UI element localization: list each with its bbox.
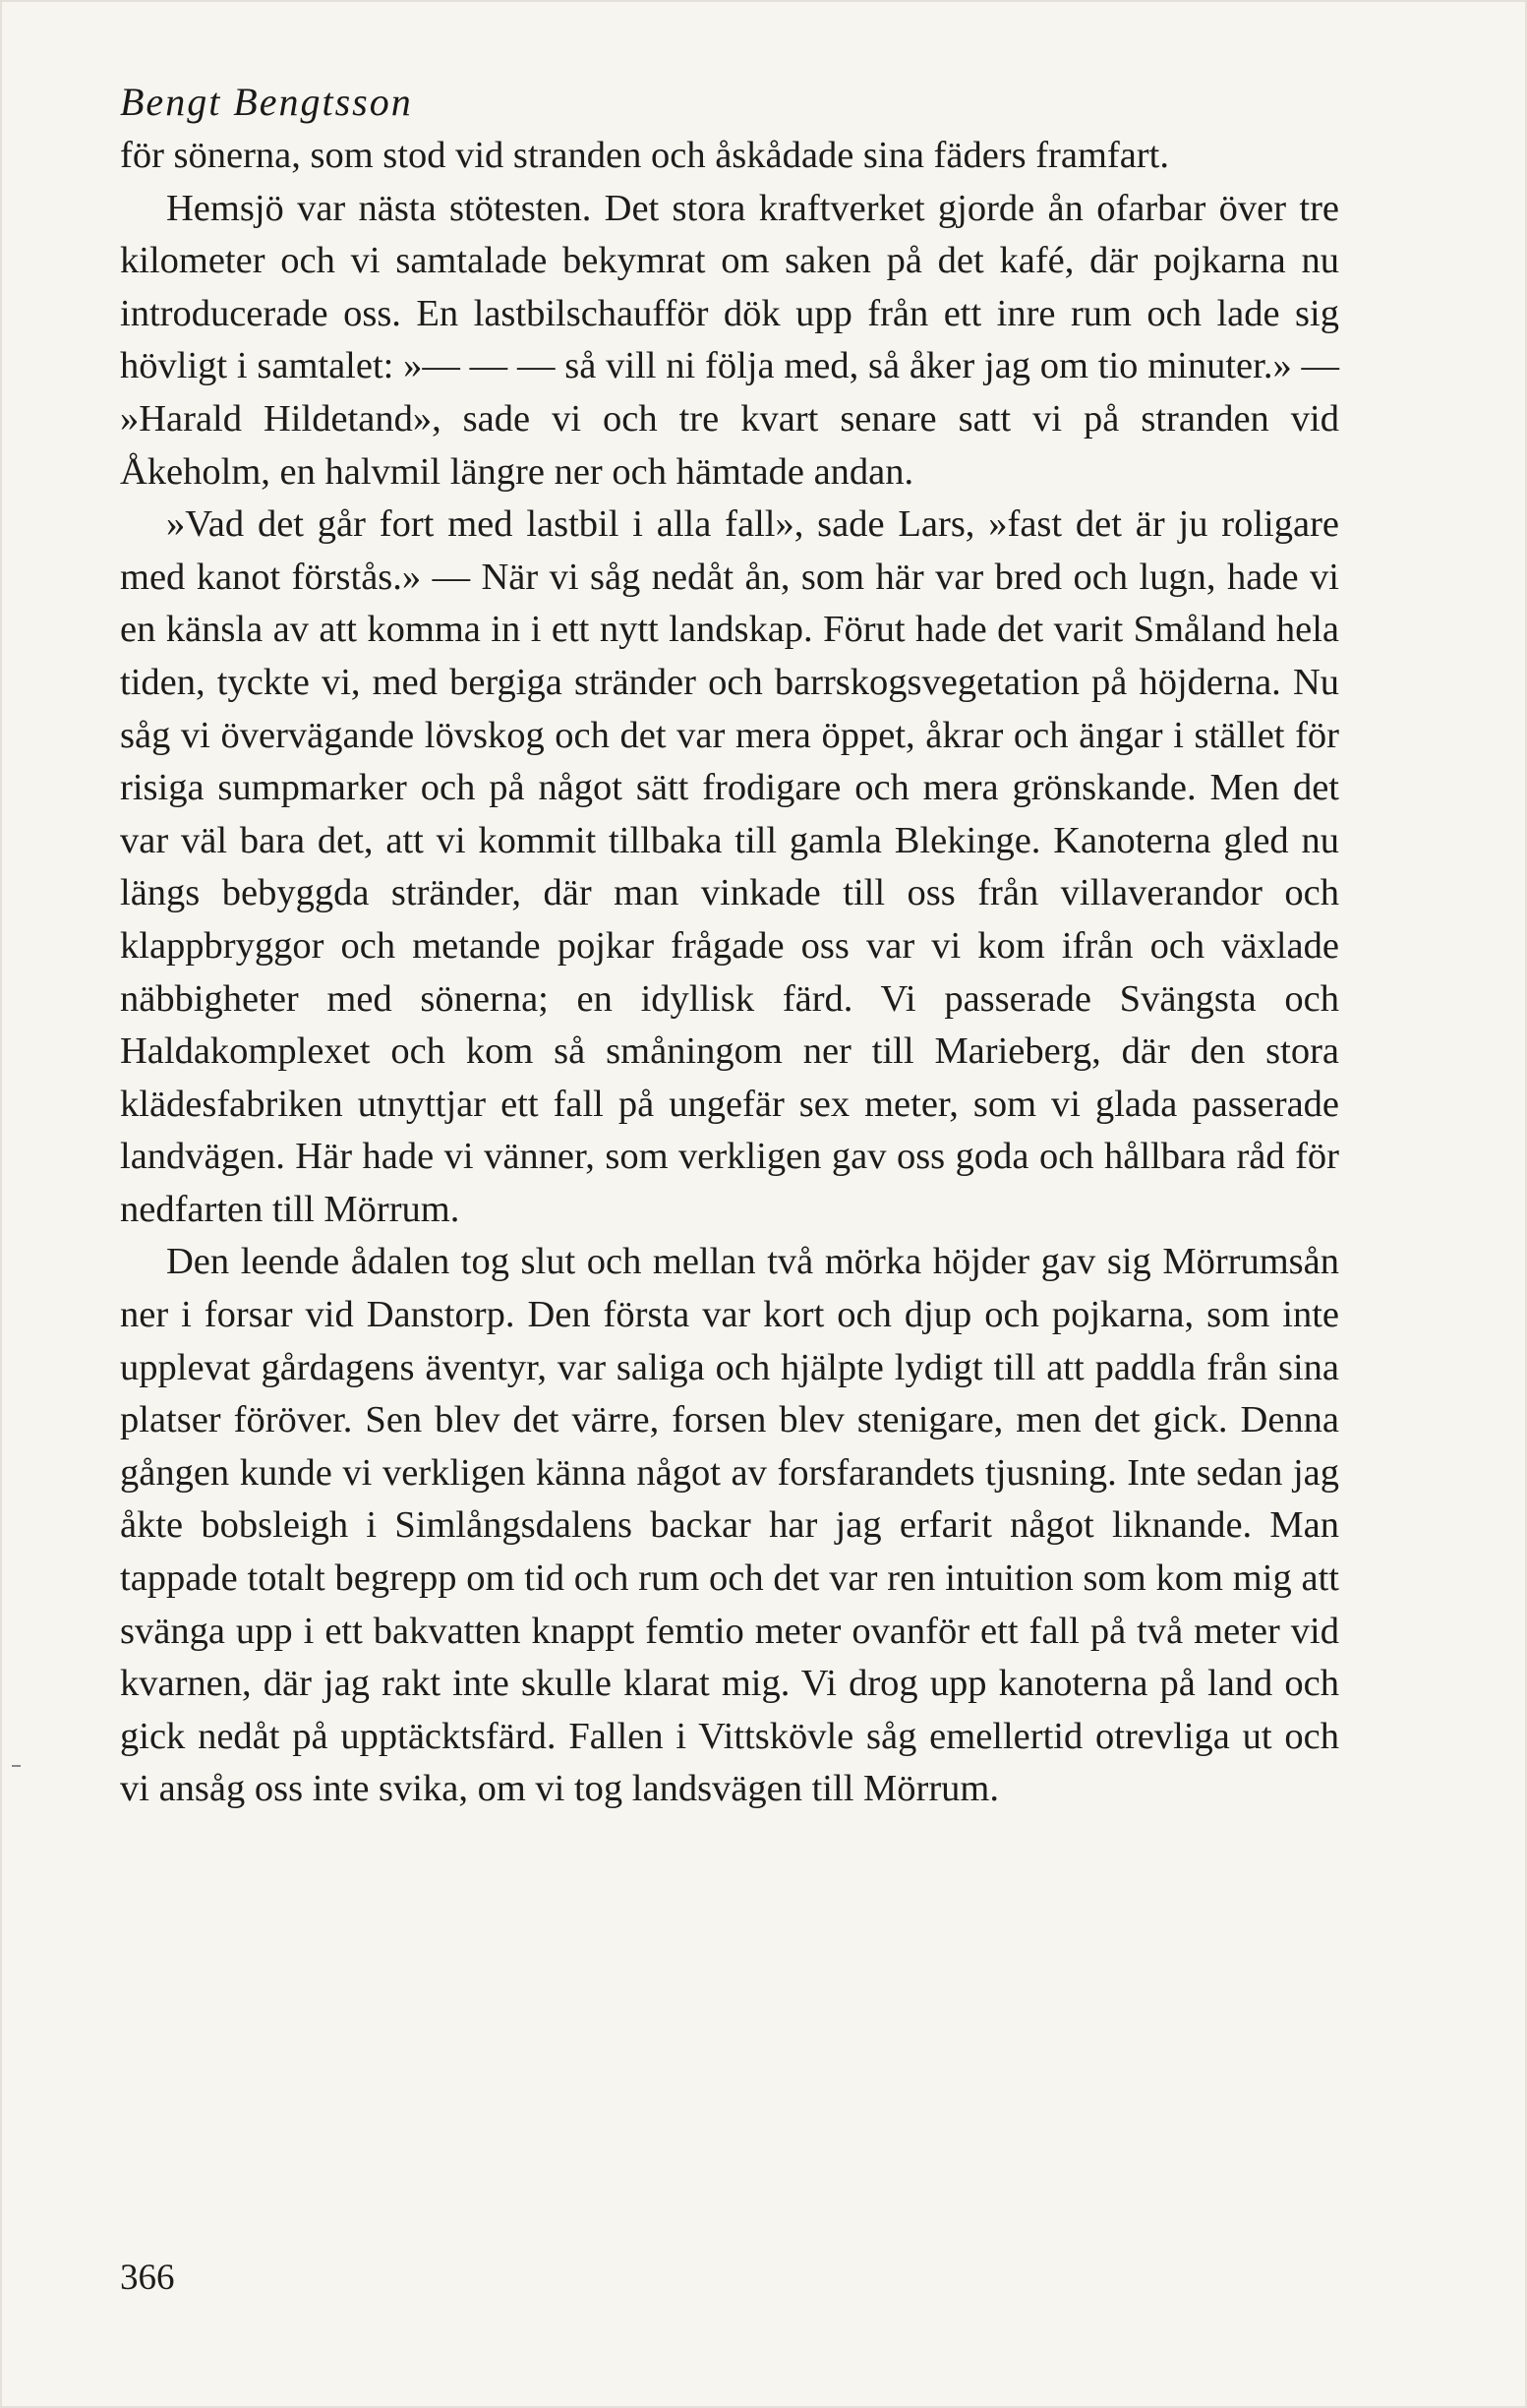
page-number: 366 (120, 2258, 175, 2298)
paragraph: Hemsjö var nästa stötesten. Det stora kraftverket gjorde ån ofarbar över tre kilometer och vi samtalade bekymrat om saken på det kafé, där pojkarna nu introducerade oss. En lastbilschaufför dök upp från ett inre rum och lade sig hövligt i samtalet: »— — — så vill ni följa med, så åker jag om tio minuter.» — »Harald Hildetand», sade vi och tre kvart senare satt vi på stranden vid Åkeholm, en halvmil längre ner och hämtade andan. (120, 187, 1339, 493)
margin-mark (12, 1765, 21, 1767)
paragraph-continued: för sönerna, som stod vid stranden och åskådade sina fäders framfart. (120, 135, 1169, 176)
text-block (120, 79, 1339, 1816)
paragraph: »Vad det går fort med lastbil i alla fall», sade Lars, »fast det är ju roligare med kanot förstås.» — När vi såg nedåt ån, som här var bred och lugn, hade vi en känsla av att komma in i ett nytt landskap. Förut hade det varit Småland hela tiden, tyckte vi, med bergiga stränder och barrskogsvegetation på höjderna. Nu såg vi övervägande lövskog och det var mera öppet, åkrar och ängar i stället för risiga sumpmarker och på något sätt frodigare och mera grönskande. Men det var väl bara det, att vi kommit tillbaka till gamla Blekinge. Kanoterna gled nu längs bebyggda stränder, där man vinkade till oss från villaverandor och klappbryggor och metande pojkar frågade oss var vi kom ifrån och växlade näbbigheter med sönerna; en idyllisk färd. Vi passerade Svängsta och Haldakomplexet och kom så småningom ner till Marieberg, där den stora klädesfabriken utnyttjar ett fall på ungefär sex meter, som vi glada passerade landvägen. Här hade vi vänner, som verkligen gav oss goda och hållbara råd för nedfarten till Mörrum. (120, 503, 1339, 1230)
paragraph: Den leende ådalen tog slut och mellan två mörka höjder gav sig Mörrumsån ner i forsar vid Danstorp. Den första var kort och djup och pojkarna, som inte upplevat gårdagens äventyr, var saliga och hjälpte lydigt till att paddla från sina platser föröver. Sen blev det värre, forsen blev stenigare, men det gick. Denna gången kunde vi verkligen känna något av forsfarandets tjusning. Inte sedan jag åkte bobsleigh i Simlångsdalens backar har jag erfarit något liknande. Man tappade totalt begrepp om tid och rum och det var ren intuition som kom mig att svänga upp i ett bakvatten knappt femtio meter ovanför ett fall på två meter vid kvarnen, där jag rakt inte skulle klarat mig. Vi drog upp kanoterna på land och gick nedåt på upptäcktsfärd. Fallen i Vittskövle såg emellertid otrevliga ut och vi ansåg oss inte svika, om vi tog landsvägen till Mörrum. (120, 1241, 1339, 1810)
running-head: Bengt Bengtsson (120, 80, 413, 124)
